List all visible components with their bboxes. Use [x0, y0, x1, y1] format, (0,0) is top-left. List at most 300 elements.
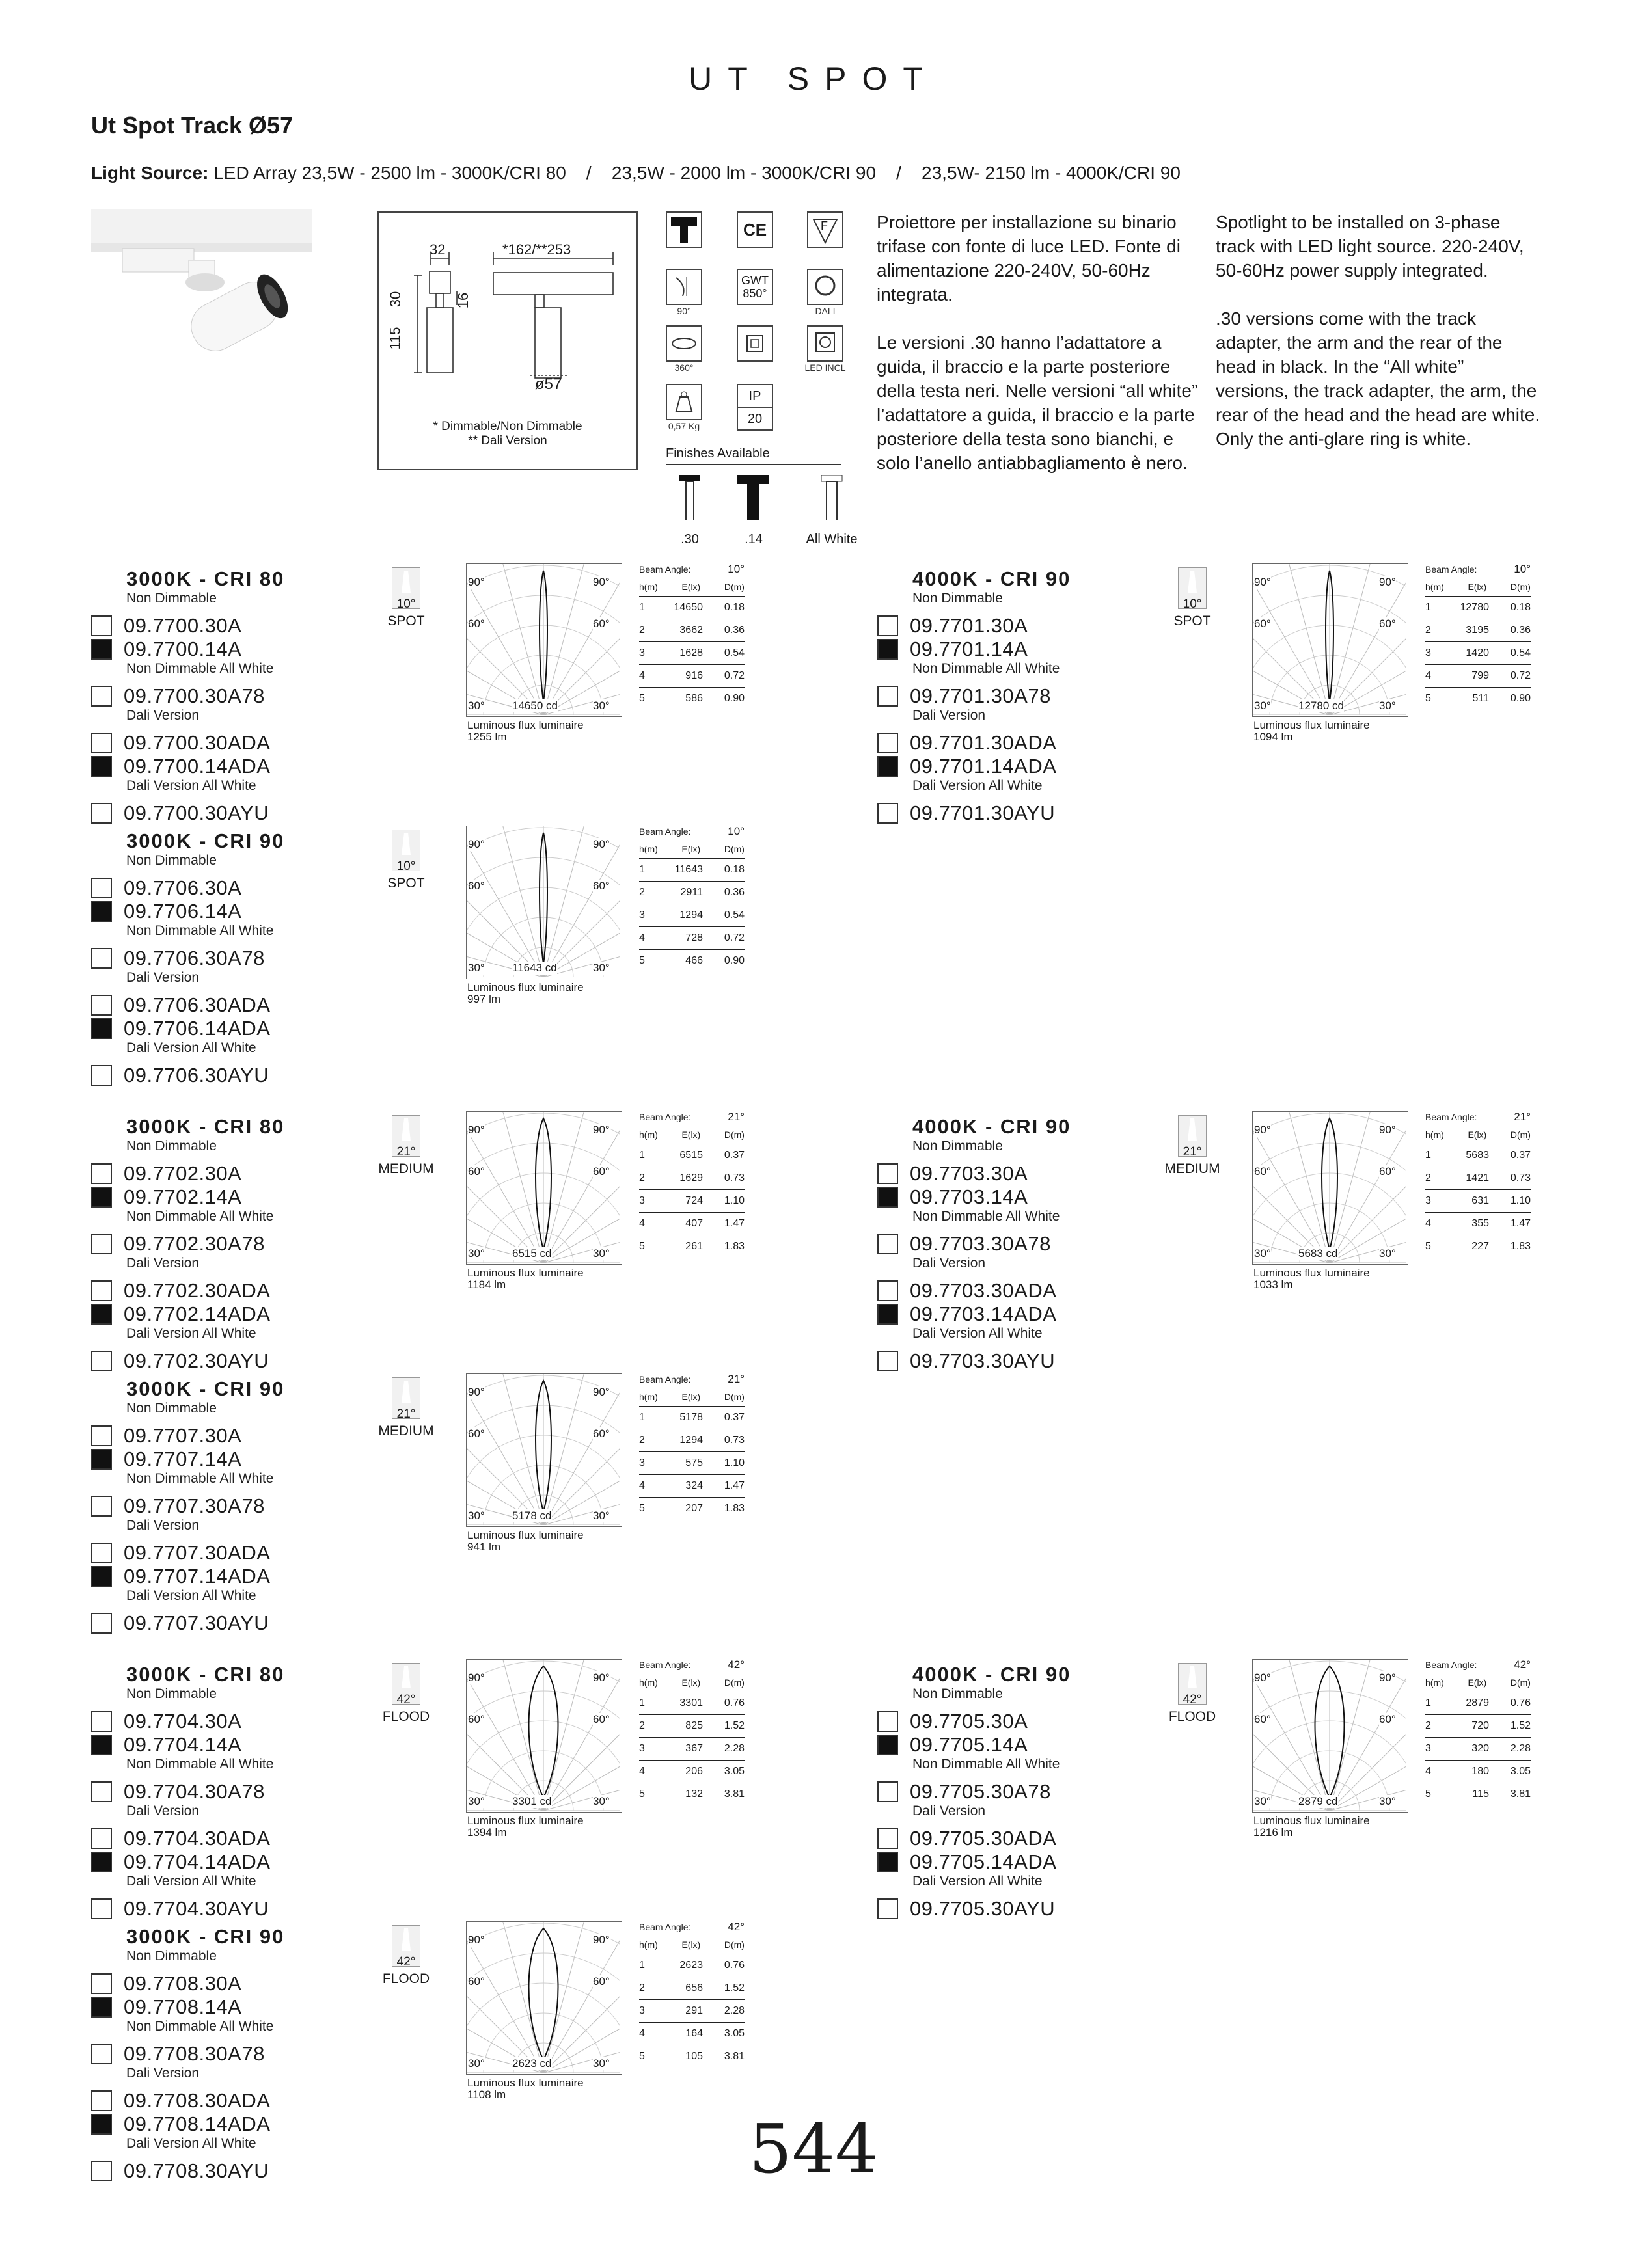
luminous-flux-value: 1394 lm — [467, 1826, 507, 1839]
table-row — [1425, 1235, 1531, 1258]
table-cell: 2.28 — [724, 1743, 745, 1754]
table-row — [1425, 619, 1531, 641]
table-cell: 3662 — [679, 625, 703, 636]
beam-data-table — [639, 1371, 745, 1520]
group-label: Non Dimmable — [126, 591, 217, 606]
finishes-label: Finishes Available — [666, 446, 770, 461]
table-row — [639, 1999, 745, 2022]
product-code-row[interactable] — [877, 1710, 1028, 1734]
product-code-row[interactable] — [91, 614, 241, 638]
white-finish-swatch — [91, 2090, 112, 2111]
beam-angle-icon — [1178, 1115, 1207, 1157]
gwt-icon — [737, 269, 773, 305]
table-header — [639, 1126, 745, 1144]
product-code: 09.7707.14A — [124, 1448, 242, 1470]
table-row — [1425, 641, 1531, 664]
ce-icon: CE — [737, 211, 773, 248]
beam-angle-icon — [392, 1115, 420, 1157]
polar-label-60-right: 60° — [593, 1427, 610, 1440]
black-finish-swatch — [91, 1449, 112, 1470]
table-row — [1425, 1189, 1531, 1212]
table-cell: 291 — [685, 2005, 703, 2016]
led-included-caption: LED INCL — [804, 362, 846, 373]
black-finish-swatch — [91, 1187, 112, 1208]
polar-label-60-right: 60° — [1379, 617, 1396, 630]
table-cell: 2.28 — [724, 2005, 745, 2016]
white-finish-swatch — [91, 1828, 112, 1849]
table-cell: 0.72 — [724, 670, 745, 681]
polar-label-90-left: 90° — [1254, 576, 1271, 588]
beam-cone-graphic — [1179, 568, 1206, 594]
polar-label-90-left: 90° — [468, 1934, 485, 1946]
table-cell: 227 — [1471, 1241, 1489, 1252]
luminous-flux-value: 941 lm — [467, 1541, 501, 1553]
product-code-row[interactable] — [91, 947, 265, 971]
table-cell: 1 — [1425, 1697, 1431, 1708]
table-cell: 105 — [685, 2051, 703, 2062]
table-header-e: E(lx) — [681, 582, 701, 592]
product-code-row[interactable] — [91, 1279, 270, 1303]
beam-cone-shape — [402, 1928, 411, 1951]
finish-white-swatch — [819, 475, 845, 524]
beam-cone-shape — [1188, 1118, 1197, 1141]
table-cell: 2 — [639, 1172, 645, 1183]
white-finish-swatch — [91, 733, 112, 753]
white-finish-swatch — [91, 1163, 112, 1184]
luminous-flux-value: 1216 lm — [1253, 1826, 1293, 1839]
beam-angle-label: Beam Angle: — [1425, 1660, 1477, 1670]
product-code-row[interactable] — [877, 755, 1056, 779]
table-header-h: h(m) — [1425, 1129, 1444, 1140]
beam-angle-icon — [392, 1925, 420, 1967]
candela-value: 5178 cd — [512, 1509, 552, 1522]
product-code: 09.7706.30AYU — [124, 1064, 269, 1087]
product-code-row[interactable] — [877, 1827, 1056, 1851]
table-row — [639, 926, 745, 949]
product-code: 09.7708.30AYU — [124, 2159, 269, 2182]
polar-label-60-right: 60° — [593, 880, 610, 892]
product-code-row[interactable] — [91, 1710, 241, 1734]
black-finish-swatch — [91, 901, 112, 922]
polar-label-60-left: 60° — [468, 1975, 485, 1988]
luminous-flux-label: Luminous flux luminaire — [467, 1815, 584, 1827]
beam-angle-header — [639, 823, 745, 840]
product-block — [877, 1111, 1593, 1375]
block-title: 4000K - CRI 90 — [912, 567, 1071, 590]
table-row — [639, 1406, 745, 1429]
product-code-row[interactable] — [91, 900, 241, 924]
product-code-row[interactable] — [91, 1972, 241, 1996]
product-code-row[interactable] — [877, 1349, 1055, 1373]
luminous-flux — [1253, 1815, 1423, 1839]
polar-label-60-left: 60° — [468, 1427, 485, 1440]
polar-label-30-right: 30° — [1379, 699, 1396, 712]
polar-label-60-left: 60° — [1254, 617, 1271, 630]
table-header-d: D(m) — [1510, 1129, 1531, 1140]
product-code-row[interactable] — [91, 2042, 265, 2066]
table-row — [639, 1737, 745, 1760]
product-code: 09.7708.14ADA — [124, 2113, 271, 2135]
table-cell: 3 — [639, 2005, 645, 2016]
polar-label-60-left: 60° — [468, 1165, 485, 1178]
table-cell: 261 — [685, 1241, 703, 1252]
table-cell: 3.05 — [724, 2028, 745, 2039]
dim-162: *162/**253 — [502, 241, 571, 258]
dim-note-1: * Dimmable/Non Dimmable — [433, 420, 582, 433]
description-it-p2: Le versioni .30 hanno l’adattatore a guida, il braccio e la parte posteriore della testa neri. Nelle versioni “all white” l’adattatore a guida, il braccio e la parte posteriore della testa sono bianchi, e solo l’anello antiabbagliamento è nero. — [877, 332, 1198, 473]
product-code: 09.7706.30A — [124, 876, 242, 899]
product-code-row[interactable] — [91, 1494, 265, 1519]
table-cell: 0.54 — [724, 910, 745, 921]
luminous-flux — [1253, 1267, 1423, 1291]
polar-grid-line — [543, 1660, 584, 1811]
black-finish-swatch — [91, 1566, 112, 1587]
polar-label-90-left: 90° — [1254, 1671, 1271, 1684]
group-label: Non Dimmable All White — [912, 1757, 1060, 1772]
white-finish-swatch — [91, 1280, 112, 1301]
product-code-row[interactable] — [91, 993, 270, 1018]
finish-14-label: .14 — [745, 532, 763, 547]
product-code-row[interactable] — [91, 1448, 241, 1472]
product-code: 09.7703.30A78 — [910, 1232, 1051, 1255]
luminous-flux — [467, 1815, 636, 1839]
polar-label-60-right: 60° — [1379, 1713, 1396, 1725]
product-code: 09.7700.30ADA — [124, 731, 271, 754]
table-header-h: h(m) — [639, 1392, 658, 1402]
polar-grid-line — [543, 1922, 584, 2073]
white-finish-swatch — [91, 1425, 112, 1446]
polar-label-30-left: 30° — [1254, 699, 1271, 712]
luminous-flux-label: Luminous flux luminaire — [467, 719, 584, 731]
polar-label-60-right: 60° — [593, 1165, 610, 1178]
block-title: 3000K - CRI 80 — [126, 1115, 285, 1138]
candela-value: 2879 cd — [1298, 1795, 1338, 1807]
beam-angle-label: Beam Angle: — [639, 1922, 691, 1932]
product-block — [91, 563, 807, 828]
product-code: 09.7703.30ADA — [910, 1279, 1057, 1302]
table-cell: 3.05 — [724, 1766, 745, 1777]
polar-label-90-left: 90° — [1254, 1124, 1271, 1136]
black-finish-swatch — [877, 1735, 898, 1755]
polar-grid-line — [543, 1390, 620, 1525]
table-header — [639, 1936, 745, 1954]
polar-label-60-right: 60° — [1379, 1165, 1396, 1178]
polar-label-90-right: 90° — [593, 1671, 610, 1684]
polar-grid-line — [467, 1390, 543, 1525]
black-finish-swatch — [91, 1735, 112, 1755]
table-row — [1425, 1692, 1531, 1714]
product-code-row[interactable] — [91, 1612, 269, 1636]
group-label: Dali Version — [912, 1803, 986, 1818]
candela-value: 14650 cd — [512, 699, 558, 712]
polar-grid-line — [1253, 580, 1330, 715]
table-row — [639, 1474, 745, 1497]
polar-label-30-right: 30° — [593, 1795, 610, 1807]
table-header-d: D(m) — [724, 1677, 745, 1688]
product-code-row[interactable] — [91, 1349, 269, 1373]
table-cell: 3195 — [1466, 625, 1489, 636]
table-cell: 511 — [1472, 693, 1489, 704]
polar-label-90-left: 90° — [468, 1124, 485, 1136]
product-code-row[interactable] — [91, 1064, 269, 1088]
product-code-row[interactable] — [877, 1850, 1056, 1874]
product-code-row[interactable] — [91, 1733, 241, 1757]
polar-label-90-right: 90° — [1379, 576, 1396, 588]
block-title: 3000K - CRI 80 — [126, 1663, 285, 1686]
beam-data-table — [1425, 561, 1531, 710]
block-title: 3000K - CRI 90 — [126, 830, 285, 852]
product-code: 09.7708.30A — [124, 1972, 242, 1995]
product-code-row[interactable] — [91, 802, 269, 826]
polar-grid-line — [1289, 1112, 1330, 1263]
table-cell: 11643 — [674, 864, 703, 875]
polar-diagram — [1252, 1111, 1408, 1265]
product-code-row[interactable] — [877, 684, 1051, 709]
block-title: 3000K - CRI 90 — [126, 1377, 285, 1400]
luminous-flux-value: 1094 lm — [1253, 731, 1293, 743]
product-code-row[interactable] — [877, 614, 1028, 638]
table-cell: 1294 — [679, 910, 703, 921]
polar-label-90-right: 90° — [1379, 1671, 1396, 1684]
dali-icon — [807, 269, 843, 305]
table-header-d: D(m) — [1510, 1677, 1531, 1688]
product-code: 09.7704.14ADA — [124, 1850, 271, 1873]
group-label: Non Dimmable All White — [126, 1209, 274, 1224]
table-row — [639, 949, 745, 972]
white-finish-swatch — [877, 803, 898, 824]
table-header — [639, 1388, 745, 1406]
polar-diagram — [1252, 1659, 1408, 1813]
beam-cone-shape — [1188, 571, 1197, 593]
product-code: 09.7700.14ADA — [124, 755, 271, 777]
beam-angle-table-value: 42° — [1514, 1658, 1531, 1671]
beam-angle-header — [639, 1109, 745, 1126]
group-label: Non Dimmable All White — [912, 1209, 1060, 1224]
product-code-row[interactable] — [91, 1185, 241, 1209]
table-row — [1425, 687, 1531, 710]
product-code-row[interactable] — [877, 1185, 1028, 1209]
dali-caption: DALI — [815, 306, 836, 316]
table-cell: 2 — [639, 625, 645, 636]
table-cell: 4 — [639, 2028, 645, 2039]
product-code-row[interactable] — [91, 684, 265, 709]
table-row — [639, 1212, 745, 1235]
table-cell: 2 — [639, 1435, 645, 1446]
product-code-row[interactable] — [91, 1780, 265, 1804]
black-finish-swatch — [877, 1187, 898, 1208]
table-row — [639, 1189, 745, 1212]
finish-white-label: All White — [806, 532, 858, 547]
product-code: 09.7704.30AYU — [124, 1897, 269, 1920]
product-code-row[interactable] — [91, 1162, 241, 1186]
table-cell: 12780 — [1460, 602, 1489, 613]
table-header-d: D(m) — [724, 1129, 745, 1140]
polar-label-60-left: 60° — [1254, 1713, 1271, 1725]
product-code: 09.7704.30A78 — [124, 1780, 265, 1803]
table-header-h: h(m) — [639, 582, 658, 592]
table-cell: 1 — [1425, 1150, 1431, 1161]
product-code: 09.7705.14A — [910, 1733, 1028, 1756]
product-code-row[interactable] — [877, 731, 1056, 755]
product-code: 09.7706.14ADA — [124, 1017, 271, 1040]
dim-16: 16 — [455, 292, 472, 309]
white-finish-swatch — [91, 1711, 112, 1732]
table-cell: 1.52 — [724, 1720, 745, 1731]
product-code: 09.7707.30A — [124, 1424, 242, 1447]
product-code-row[interactable] — [91, 1232, 265, 1256]
product-code-row[interactable] — [91, 1995, 241, 2019]
product-code: 09.7708.14A — [124, 1995, 242, 2018]
rotation-360-caption: 360° — [674, 362, 694, 373]
ip-value: 20 — [747, 412, 763, 426]
product-code-row[interactable] — [91, 1565, 270, 1589]
luminous-flux-label: Luminous flux luminaire — [1253, 719, 1370, 731]
product-code-row[interactable] — [877, 1780, 1051, 1804]
table-cell: 0.90 — [724, 955, 745, 966]
polar-grid-line — [1330, 1660, 1370, 1811]
product-code-row[interactable] — [877, 1232, 1051, 1256]
table-header-d: D(m) — [724, 1392, 745, 1402]
group-label: Non Dimmable All White — [126, 1757, 274, 1772]
product-code: 09.7701.14A — [910, 638, 1028, 660]
polar-label-60-left: 60° — [468, 1713, 485, 1725]
candela-value: 11643 cd — [512, 962, 557, 974]
description-english — [1216, 210, 1541, 451]
product-code-row[interactable] — [877, 1162, 1028, 1186]
rotation-90-caption: 90° — [677, 306, 691, 316]
table-header-h: h(m) — [639, 844, 658, 854]
finish-30-label: .30 — [681, 532, 699, 547]
product-code-row[interactable] — [877, 1303, 1056, 1327]
group-label: Dali Version All White — [912, 1874, 1043, 1889]
table-header — [1425, 1673, 1531, 1692]
product-code-row[interactable] — [91, 876, 241, 900]
polar-label-30-left: 30° — [1254, 1247, 1271, 1260]
polar-diagram — [466, 1373, 622, 1527]
white-finish-swatch — [91, 948, 112, 969]
table-row — [639, 1714, 745, 1737]
table-cell: 5 — [639, 955, 645, 966]
table-cell: 0.36 — [1510, 625, 1531, 636]
product-code-row[interactable] — [91, 1424, 241, 1448]
description-italian — [877, 210, 1202, 475]
polar-label-60-right: 60° — [593, 617, 610, 630]
table-header — [639, 840, 745, 858]
beam-angle-icon — [392, 1377, 420, 1419]
polar-grid-line — [1330, 1127, 1406, 1263]
product-code-row[interactable] — [91, 1303, 270, 1327]
product-code-row[interactable] — [877, 1733, 1028, 1757]
black-finish-swatch — [91, 1018, 112, 1039]
beam-angle-header — [639, 1656, 745, 1673]
product-block — [91, 1111, 807, 1375]
product-code-row[interactable] — [877, 638, 1028, 662]
product-code-row[interactable] — [877, 802, 1055, 826]
product-code-row[interactable] — [877, 1897, 1055, 1921]
table-cell: 728 — [685, 932, 703, 943]
white-finish-swatch — [91, 1065, 112, 1086]
beam-angle-label: Beam Angle: — [639, 1112, 691, 1122]
table-cell: 2 — [1425, 625, 1431, 636]
product-code: 09.7700.30AYU — [124, 802, 269, 824]
white-finish-swatch — [91, 2044, 112, 2064]
block-title: 4000K - CRI 90 — [912, 1663, 1071, 1686]
table-row — [1425, 1144, 1531, 1167]
white-finish-swatch — [877, 1351, 898, 1371]
dim-57: ø57 — [535, 375, 562, 393]
table-header-e: E(lx) — [681, 1677, 701, 1688]
table-cell: 180 — [1471, 1766, 1489, 1777]
beam-angle-value: 42° — [396, 1693, 416, 1707]
table-cell: 3301 — [679, 1697, 703, 1708]
product-code-row[interactable] — [91, 1017, 270, 1041]
polar-label-30-left: 30° — [468, 1795, 485, 1807]
table-cell: 720 — [1471, 1720, 1489, 1731]
polar-grid-line — [1253, 1127, 1330, 1263]
white-finish-swatch — [91, 1234, 112, 1254]
product-code-row[interactable] — [91, 1897, 269, 1921]
product-code-row[interactable] — [91, 755, 270, 779]
table-cell: 6515 — [679, 1150, 703, 1161]
group-label: Non Dimmable All White — [126, 661, 274, 676]
table-cell: 2 — [1425, 1172, 1431, 1183]
dim-32: 32 — [430, 241, 446, 258]
luminous-flux — [467, 1267, 636, 1291]
beam-cone-shape — [1188, 1666, 1197, 1688]
table-cell: 1629 — [679, 1172, 703, 1183]
table-cell: 5 — [1425, 1789, 1431, 1800]
beam-angle-table-value: 21° — [728, 1111, 745, 1123]
table-cell: 3.81 — [724, 1789, 745, 1800]
table-cell: 0.18 — [724, 864, 745, 875]
group-label: Dali Version — [126, 1256, 200, 1271]
polar-grid-line — [503, 1922, 543, 2073]
product-code: 09.7702.30AYU — [124, 1349, 269, 1372]
table-cell: 2911 — [680, 887, 703, 898]
beam-angle-table-value: 10° — [728, 825, 745, 837]
table-header-e: E(lx) — [1468, 1129, 1487, 1140]
luminous-flux-value: 997 lm — [467, 993, 501, 1005]
luminous-flux-label: Luminous flux luminaire — [1253, 1267, 1370, 1279]
track-icon — [666, 211, 702, 248]
table-header — [639, 578, 745, 596]
product-code-row[interactable] — [91, 1850, 270, 1874]
polar-label-30-left: 30° — [468, 699, 485, 712]
table-cell: 2 — [1425, 1720, 1431, 1731]
description-it-p1: Proiettore per installazione su binario trifase con fonte di luce LED. Fonte di alimentazione 220-240V, 50-60Hz integrata. — [877, 212, 1181, 304]
table-cell: 0.90 — [1510, 693, 1531, 704]
candela-value: 5683 cd — [1298, 1247, 1338, 1260]
product-code: 09.7702.30ADA — [124, 1279, 271, 1302]
white-finish-swatch — [91, 1613, 112, 1634]
beam-angle-value: 10° — [396, 859, 416, 873]
table-header-d: D(m) — [724, 844, 745, 854]
product-code-row[interactable] — [91, 638, 241, 662]
table-header-h: h(m) — [639, 1939, 658, 1950]
product-code-row[interactable] — [91, 731, 270, 755]
white-finish-swatch — [877, 686, 898, 707]
product-code: 09.7706.30A78 — [124, 947, 265, 969]
group-label: Non Dimmable — [126, 1139, 217, 1154]
table-cell: 1.47 — [1510, 1218, 1531, 1229]
product-code-row[interactable] — [877, 1279, 1056, 1303]
product-code-row[interactable] — [91, 1827, 270, 1851]
table-cell: 1421 — [1466, 1172, 1489, 1183]
product-code-row[interactable] — [91, 1541, 270, 1565]
polar-grid-line — [503, 1112, 543, 1263]
beam-angle-value: 42° — [1183, 1693, 1202, 1707]
polar-label-30-right: 30° — [1379, 1795, 1396, 1807]
